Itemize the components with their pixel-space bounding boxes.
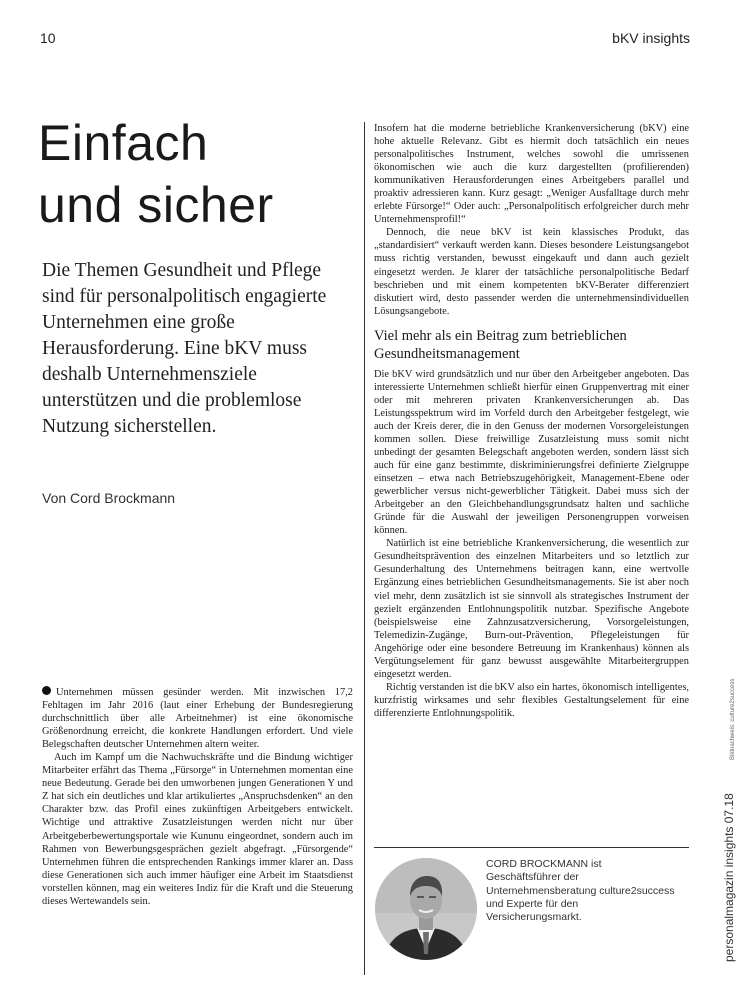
body-paragraph: Unternehmen müssen gesünder werden. Mit inzwischen 17,2 Fehltagen im Jahr 2016 (laut einer Erhebung der Bundesregierung durchschnittlich über alle Arbeitnehmer) ist eine ökonomische Größenordnung erreicht, die konkrete Handlungen erfordert. Und viele Belegschaften deutscher Unternehmen altern weiter.: [42, 687, 353, 751]
page-number: 10: [40, 30, 56, 46]
right-column: [374, 122, 689, 720]
body-paragraph: Die bKV wird grundsätzlich und nur über den Arbeitgeber angeboten. Das interessierte Unternehmen schließt hierfür einen Gruppenvertrag mit einer oder mit mehreren privaten Krankenversicherungen ab. Das Leistungsspektrum wird im Vorfeld durch den Arbeitgeber festgelegt, wie auch der Kreis derer, die in den Genuss der modernen Vorsorgeleistungen kommen sollen. Diese freiwillige Zusatzleistung muss somit nicht unbedingt der gesamten Belegschaft angeboten werden, sondern lässt sich auch für eine ganz bestimmte, diskriminierungsfrei definierte Zielgruppe einsetzen – etwa nach Betriebszugehörigkeit, Management-Ebene oder gewerblicher versus nicht-gewerblicher Tätigkeit. Dabei muss sich der Arbeitgeber an den Gleichbehandlungsgrundsatz halten und sachliche Gründe für die Auswahl der jeweiligen Personengruppen vorweisen können.: [374, 368, 689, 537]
body-paragraph: Natürlich ist eine betriebliche Krankenversicherung, die wesentlich zur Gesundheitsprävention des einzelnen Mitarbeiters und so letztlich zur Gesunderhaltung des Unternehmens beitragen kann, eine wertvolle Ergänzung eines betrieblichen Gesundheitsmanagements. Sie ist aber noch viel mehr, denn zusätzlich ist sie sinnvoll als strategisches Instrument der gezielt ergänzenden Entlohnungspolitik nutzbar. Spezifische Angebote (beispielsweise eine Zahnzusatzversicherung, Vorsorgeleistungen, Telemedizin-Zugänge, Burn-out-Prävention, Pflegeleistungen für Angehörige oder eine besondere Betreuung im Krankenhaus) können als Vergütungselement für ganz bewusst ausgewählte Mitarbeitergruppen eingesetzt werden.: [374, 538, 689, 680]
article-title-line-2: und sicher: [38, 177, 274, 233]
photo-credit: Bildnachweis: culture2success: [730, 678, 736, 760]
body-paragraph: Dennoch, die neue bKV ist kein klassisches Produkt, das „standardisiert“ verkauft werden kann. Dieses besondere Leistungsangebot muss richtig verstanden, bewusst eingekauft und dann auch gezielt eingesetzt werden. Je klarer der tatsächliche personalpolitische Bedarf beschrieben und mit einem kompetenten bKV-Berater differenziert diskutiert wird, desto passender werden die unternehmensindividuellen Lösungsangebote.: [374, 227, 689, 317]
author-bio-text: ist Geschäftsführer der Unternehmensberatung culture2success und Experte für den Versicherungsmarkt.: [486, 858, 675, 924]
article-title-line-1: Einfach: [38, 115, 209, 171]
section-subheading: Viel mehr als ein Beitrag zum betrieblichen Gesundheitsmanagement: [374, 327, 627, 362]
vertical-issue-label: personalmagazin insights 07.18: [722, 793, 736, 962]
author-portrait-image: [375, 858, 477, 960]
author-bio: [486, 858, 676, 924]
column-divider: [364, 122, 365, 975]
body-paragraph: Insofern hat die moderne betriebliche Krankenversicherung (bKV) eine hohe aktuelle Relevanz. Gibt es hiermit doch tatsächlich ein neues personalpolitisches Instrument, welches sowohl die umrissenen ökonomischen wie auch die kurz dargestellten (profilierenden) kommunikativen Herausforderungen eines Arbeitgebers parallel und proaktiv adressieren kann. Kurz gesagt: „Weniger Ausfalltage durch mehr erlebte Fürsorge!“ Oder auch: „Personalpolitisch erfolgreicher durch mehr Unternehmensprofil!“: [374, 123, 689, 226]
author-portrait: [375, 858, 477, 960]
body-paragraph: Richtig verstanden ist die bKV also ein hartes, ökonomisch intelligentes, kurzfristig wirksames und sehr flexibles Gestaltungselement für eine differenzierte Entlohnungspolitik.: [374, 681, 689, 719]
author-name: CORD BROCKMANN: [486, 858, 589, 870]
left-column: [42, 686, 353, 908]
body-paragraph: Auch im Kampf um die Nachwuchskräfte und die Bindung wichtiger Mitarbeiter erfährt das Thema „Fürsorge“ in Unternehmen momentan eine neue Bedeutung. Gerade bei den umworbenen jungen Generationen Y und Z hat sich ein deutliches und klar artikuliertes „Anspruchsdenken“ an den Charakter bzw. das Profil eines zukünftigen Arbeitgebers entwickelt. Wichtige und attraktive Zusatzleistungen werden nicht nur über Arbeitgeberbewertungsportale wie Kununu eingeordnet, sondern auch im Rahmen von Bewerbungsgesprächen gezielt abgefragt. „Fürsorgende“ Unternehmen führen die entsprechenden Rankings immer klarer an. Dass diese Generationen sich auch immer häufiger eine Arbeit im Staatsdienst vorstellen können, mag ein weiteres Indiz für die Kraft und die Steuerung dieses Wertewandels sein.: [42, 752, 353, 907]
article-lead: Die Themen Gesundheit und Pflege sind für personalpolitisch engagierte Unternehmen eine große Herausforderung. Eine bKV muss deshalb Unternehmensziele unterstützen und die problemlose Nutzung sicherstellen.: [42, 260, 327, 437]
article-title: [38, 112, 274, 236]
author-box-divider: [374, 847, 689, 848]
bullet-dot-icon: [42, 686, 51, 695]
magazine-section-title: bKV insights: [612, 30, 690, 46]
byline: Von Cord Brockmann: [42, 490, 176, 506]
